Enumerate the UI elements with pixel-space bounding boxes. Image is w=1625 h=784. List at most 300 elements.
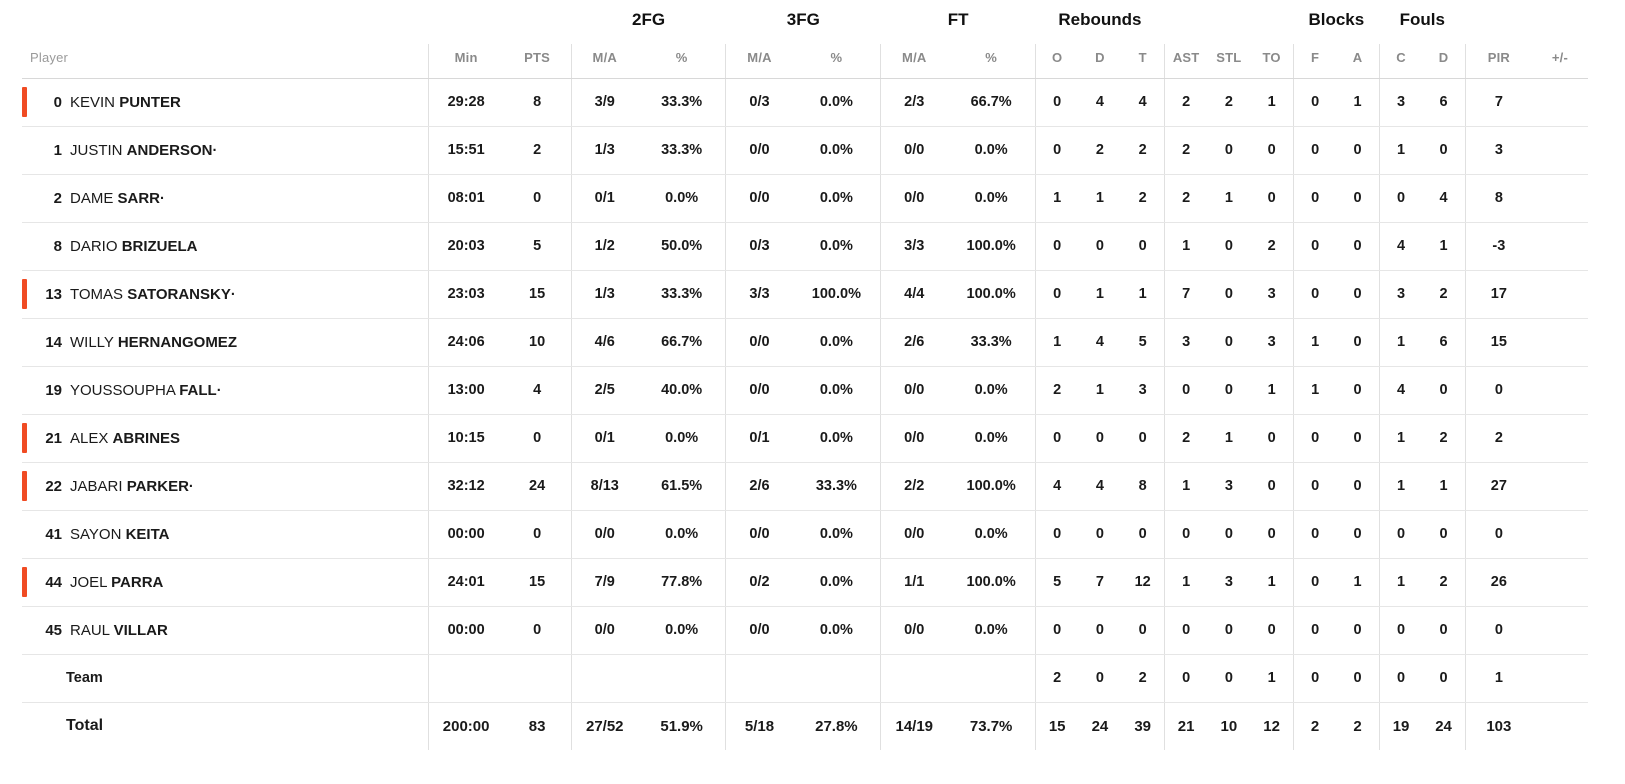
column-header-reb-d[interactable]: D [1078, 44, 1121, 78]
table-row[interactable] [22, 174, 1588, 222]
table-row[interactable] [22, 222, 1588, 270]
cell-ft-ma: 0/0 [881, 174, 948, 222]
cell-reb-t: 2 [1121, 174, 1164, 222]
cell-stl: 2 [1207, 78, 1250, 126]
cell-fg2-ma: 1/2 [571, 222, 638, 270]
column-header-ft-ma[interactable]: M/A [881, 44, 948, 78]
player-first-name: JUSTIN [70, 141, 127, 159]
group-blocks: Blocks [1308, 10, 1365, 29]
cell-stl: 0 [1207, 606, 1250, 654]
player-last-name: PUNTER [119, 93, 181, 111]
cell-reb-o: 0 [1035, 270, 1078, 318]
column-header-ast[interactable]: AST [1164, 44, 1207, 78]
player-first-name: WILLY [70, 333, 118, 351]
player-number: 1 [53, 141, 62, 159]
total-ast: 21 [1164, 702, 1207, 750]
player-number: 19 [45, 381, 62, 399]
total-pts: 83 [528, 717, 546, 735]
cell-min: 00:00 [428, 606, 503, 654]
table-row[interactable] [22, 606, 1588, 654]
cell-plus-minus [1532, 510, 1588, 558]
cell-foul-c: 1 [1379, 558, 1422, 606]
column-header-foul-d[interactable]: D [1422, 44, 1465, 78]
starter-marker-icon [22, 279, 27, 309]
cell-ft-pct: 100.0% [947, 462, 1035, 510]
cell-reb-o: 1 [1035, 318, 1078, 366]
cell-ft-ma: 2/3 [881, 78, 948, 126]
column-header-pts[interactable]: PTS [504, 44, 572, 78]
cell-fg2-ma: 8/13 [571, 462, 638, 510]
group-blank-player [22, 0, 428, 44]
cell-to: 3 [1250, 318, 1293, 366]
cell-ast: 7 [1164, 270, 1207, 318]
player-cell[interactable] [22, 174, 428, 222]
cell-plus-minus [1532, 462, 1588, 510]
starter-marker-icon [22, 87, 27, 117]
team-row [22, 654, 1588, 702]
player-last-name: BRIZUELA [121, 237, 198, 255]
cell-fg3-pct: 0.0% [793, 366, 881, 414]
cell-blk-a: 1 [1336, 78, 1379, 126]
cell-fg2-ma: 1/3 [571, 126, 638, 174]
cell-fg2-ma: 4/6 [571, 318, 638, 366]
cell-pts: 2 [504, 126, 572, 174]
cell-reb-t: 0 [1121, 510, 1164, 558]
cell-pts: 8 [504, 78, 572, 126]
cell-fg2-ma: 0/1 [571, 174, 638, 222]
player-number: 8 [53, 237, 62, 255]
player-number: 14 [45, 333, 62, 351]
cell-min: 13:00 [428, 366, 503, 414]
cell-to: 2 [1250, 222, 1293, 270]
group-blank-min [428, 0, 503, 44]
column-header-min[interactable]: Min [428, 44, 503, 78]
cell-ast: 0 [1164, 510, 1207, 558]
cell-foul-c: 1 [1379, 414, 1422, 462]
team-blk-a: 0 [1336, 654, 1379, 702]
cell-fg3-ma: 0/0 [726, 366, 793, 414]
group-blank-pir [1465, 0, 1588, 44]
player-cell[interactable] [22, 606, 428, 654]
cell-reb-d: 1 [1078, 174, 1121, 222]
cell-ft-pct: 100.0% [947, 270, 1035, 318]
cell-foul-d: 2 [1422, 270, 1465, 318]
cell-pir: 17 [1465, 270, 1532, 318]
cell-foul-d: 0 [1422, 606, 1465, 654]
cell-reb-t: 0 [1121, 414, 1164, 462]
cell-reb-o: 0 [1035, 510, 1078, 558]
team-pir: 1 [1465, 654, 1532, 702]
table-row[interactable] [22, 414, 1588, 462]
cell-foul-c: 0 [1379, 174, 1422, 222]
cell-reb-o: 0 [1035, 222, 1078, 270]
column-header-stl[interactable]: STL [1207, 44, 1250, 78]
team-reb-d: 0 [1078, 654, 1121, 702]
cell-blk-f: 0 [1293, 222, 1336, 270]
column-header-to[interactable]: TO [1250, 44, 1293, 78]
player-first-name: SAYON [70, 525, 126, 543]
cell-fg2-pct: 0.0% [638, 174, 726, 222]
cell-ast: 1 [1164, 558, 1207, 606]
cell-reb-t: 3 [1121, 366, 1164, 414]
team-foul-d: 0 [1422, 654, 1465, 702]
group-header-row [22, 0, 1588, 44]
team-fg2-ma [571, 654, 638, 702]
cell-blk-a: 0 [1336, 366, 1379, 414]
player-last-name: SARR [117, 189, 161, 207]
table-row[interactable] [22, 318, 1588, 366]
cell-plus-minus [1532, 414, 1588, 462]
cell-ast: 1 [1164, 222, 1207, 270]
cell-blk-f: 0 [1293, 78, 1336, 126]
cell-fg2-pct: 61.5% [638, 462, 726, 510]
team-to: 1 [1250, 654, 1293, 702]
cell-reb-t: 2 [1121, 126, 1164, 174]
player-first-name: JABARI [70, 477, 127, 495]
cell-blk-f: 1 [1293, 318, 1336, 366]
player-cell[interactable] [22, 462, 428, 510]
cell-min: 20:03 [428, 222, 503, 270]
player-first-name: KEVIN [70, 93, 120, 111]
cell-foul-d: 1 [1422, 222, 1465, 270]
cell-blk-a: 0 [1336, 270, 1379, 318]
cell-stl: 0 [1207, 510, 1250, 558]
column-header-3fg-pct[interactable]: % [793, 44, 881, 78]
cell-reb-o: 5 [1035, 558, 1078, 606]
cell-blk-f: 0 [1293, 606, 1336, 654]
cell-plus-minus [1532, 558, 1588, 606]
cell-blk-f: 0 [1293, 558, 1336, 606]
cell-fg3-ma: 0/2 [726, 558, 793, 606]
table-row[interactable] [22, 366, 1588, 414]
cell-blk-a: 0 [1336, 174, 1379, 222]
group-blank-ast [1164, 0, 1293, 44]
cell-foul-c: 1 [1379, 462, 1422, 510]
cell-stl: 0 [1207, 222, 1250, 270]
cell-fg2-ma: 0/0 [571, 606, 638, 654]
cell-fg3-pct: 0.0% [793, 126, 881, 174]
cell-fg2-pct: 33.3% [638, 126, 726, 174]
player-first-name: YOUSSOUPHA [70, 381, 180, 399]
table-row[interactable] [22, 126, 1588, 174]
cell-blk-f: 0 [1293, 270, 1336, 318]
team-reb-t: 2 [1121, 654, 1164, 702]
team-fg3-ma [726, 654, 793, 702]
cell-fg3-ma: 0/3 [726, 78, 793, 126]
cell-fg2-ma: 3/9 [571, 78, 638, 126]
cell-reb-d: 4 [1078, 78, 1121, 126]
cell-fg2-pct: 0.0% [638, 414, 726, 462]
table-row[interactable] [22, 558, 1588, 606]
cell-stl: 0 [1207, 366, 1250, 414]
column-header-blk-a[interactable]: A [1336, 44, 1379, 78]
cell-fg3-ma: 2/6 [726, 462, 793, 510]
total-label: Total [66, 717, 104, 735]
cell-reb-d: 0 [1078, 606, 1121, 654]
group-3fg: 3FG [786, 10, 820, 29]
cell-blk-f: 0 [1293, 174, 1336, 222]
player-last-name: HERNANGOMEZ [117, 333, 237, 351]
cell-ft-pct: 0.0% [947, 366, 1035, 414]
cell-fg3-pct: 0.0% [793, 222, 881, 270]
column-header-2fg-ma[interactable]: M/A [571, 44, 638, 78]
cell-blk-a: 0 [1336, 126, 1379, 174]
cell-foul-c: 0 [1379, 510, 1422, 558]
cell-fg3-ma: 0/0 [726, 318, 793, 366]
team-ft-pct [947, 654, 1035, 702]
column-header-ft-pct[interactable]: % [947, 44, 1035, 78]
total-reb-d: 24 [1091, 717, 1109, 735]
column-header-reb-t[interactable]: T [1121, 44, 1164, 78]
cell-pts: 15 [504, 558, 572, 606]
cell-to: 3 [1250, 270, 1293, 318]
cell-ft-ma: 1/1 [881, 558, 948, 606]
team-blk-f: 0 [1293, 654, 1336, 702]
cell-ft-pct: 0.0% [947, 606, 1035, 654]
cell-fg3-ma: 0/0 [726, 510, 793, 558]
cell-pts: 0 [504, 414, 572, 462]
cell-ast: 0 [1164, 366, 1207, 414]
cell-min: 08:01 [428, 174, 503, 222]
cell-pts: 24 [504, 462, 572, 510]
cell-fg3-pct: 0.0% [793, 318, 881, 366]
cell-reb-o: 4 [1035, 462, 1078, 510]
cell-ast: 3 [1164, 318, 1207, 366]
cell-ft-pct: 66.7% [947, 78, 1035, 126]
cell-to: 0 [1250, 510, 1293, 558]
cell-ft-pct: 33.3% [947, 318, 1035, 366]
cell-reb-o: 0 [1035, 78, 1078, 126]
column-header-pir[interactable]: PIR [1465, 44, 1532, 78]
cell-fg2-pct: 40.0% [638, 366, 726, 414]
cell-ft-pct: 100.0% [947, 222, 1035, 270]
cell-fg2-pct: 33.3% [638, 78, 726, 126]
cell-fg3-pct: 0.0% [793, 78, 881, 126]
player-number: 21 [45, 429, 62, 447]
cell-reb-o: 2 [1035, 366, 1078, 414]
cell-blk-f: 0 [1293, 510, 1336, 558]
cell-fg3-ma: 0/3 [726, 222, 793, 270]
cell-blk-a: 0 [1336, 462, 1379, 510]
cell-pir: 0 [1465, 510, 1532, 558]
column-header-reb-o[interactable]: O [1035, 44, 1078, 78]
cell-plus-minus [1532, 606, 1588, 654]
cell-fg3-pct: 0.0% [793, 414, 881, 462]
cell-min: 24:06 [428, 318, 503, 366]
player-number: 2 [53, 189, 62, 207]
player-cell[interactable] [22, 510, 428, 558]
column-header-foul-c[interactable]: C [1379, 44, 1422, 78]
player-cell[interactable] [22, 414, 428, 462]
column-header-2fg-pct[interactable]: % [638, 44, 726, 78]
cell-fg2-ma: 0/0 [571, 510, 638, 558]
cell-ft-ma: 2/2 [881, 462, 948, 510]
cell-reb-t: 8 [1121, 462, 1164, 510]
player-last-name: KEITA [125, 525, 170, 543]
cell-fg3-ma: 0/1 [726, 414, 793, 462]
column-header-3fg-ma[interactable]: M/A [726, 44, 793, 78]
cell-min: 00:00 [428, 510, 503, 558]
player-cell[interactable] [22, 270, 428, 318]
cell-ft-ma: 0/0 [881, 414, 948, 462]
player-first-name: DARIO [70, 237, 122, 255]
starter-marker-icon [22, 423, 27, 453]
cell-ft-ma: 0/0 [881, 510, 948, 558]
cell-ast: 2 [1164, 414, 1207, 462]
cell-to: 1 [1250, 78, 1293, 126]
player-last-name: PARKER [126, 477, 189, 495]
player-number: 13 [45, 285, 62, 303]
cell-pir: 0 [1465, 366, 1532, 414]
cell-ft-ma: 0/0 [881, 366, 948, 414]
table-row[interactable] [22, 510, 1588, 558]
player-cell[interactable] [22, 222, 428, 270]
cell-reb-t: 0 [1121, 606, 1164, 654]
cell-blk-f: 0 [1293, 414, 1336, 462]
cell-fg2-pct: 77.8% [638, 558, 726, 606]
cell-pir: 7 [1465, 78, 1532, 126]
group-2fg: 2FG [632, 10, 666, 29]
table-body [22, 78, 1588, 750]
cell-plus-minus [1532, 318, 1588, 366]
team-foul-c: 0 [1379, 654, 1422, 702]
cell-ft-pct: 0.0% [947, 414, 1035, 462]
cell-to: 0 [1250, 174, 1293, 222]
cell-reb-d: 2 [1078, 126, 1121, 174]
player-cell[interactable] [22, 126, 428, 174]
cell-min: 24:01 [428, 558, 503, 606]
table-row[interactable] [22, 270, 1588, 318]
total-fg3-pct: 27.8% [815, 717, 858, 735]
team-min [428, 654, 503, 702]
player-number: 44 [45, 573, 62, 591]
cell-min: 15:51 [428, 126, 503, 174]
cell-reb-o: 0 [1035, 126, 1078, 174]
cell-ast: 1 [1164, 462, 1207, 510]
total-fg3-ma: 5/18 [726, 702, 793, 750]
cell-foul-c: 4 [1379, 222, 1422, 270]
cell-reb-d: 4 [1078, 462, 1121, 510]
cell-fg3-ma: 0/0 [726, 126, 793, 174]
total-to: 12 [1263, 717, 1280, 735]
cell-pts: 15 [504, 270, 572, 318]
cell-foul-c: 1 [1379, 126, 1422, 174]
cell-reb-t: 0 [1121, 222, 1164, 270]
total-foul-c: 19 [1379, 702, 1422, 750]
group-fouls: Fouls [1399, 10, 1445, 29]
cell-reb-t: 1 [1121, 270, 1164, 318]
cell-pir: 27 [1465, 462, 1532, 510]
cell-ft-ma: 3/3 [881, 222, 948, 270]
cell-foul-c: 0 [1379, 606, 1422, 654]
cell-foul-c: 3 [1379, 270, 1422, 318]
cell-blk-f: 1 [1293, 366, 1336, 414]
cell-fg3-pct: 33.3% [793, 462, 881, 510]
cell-ft-pct: 100.0% [947, 558, 1035, 606]
player-cell[interactable] [22, 318, 428, 366]
captain-dot-icon: · [212, 142, 218, 159]
cell-plus-minus [1532, 78, 1588, 126]
cell-pir: 0 [1465, 606, 1532, 654]
cell-fg2-pct: 0.0% [638, 510, 726, 558]
cell-ast: 2 [1164, 126, 1207, 174]
column-header-player: Player [22, 44, 428, 78]
cell-ft-ma: 2/6 [881, 318, 948, 366]
cell-stl: 3 [1207, 462, 1250, 510]
cell-ft-ma: 0/0 [881, 126, 948, 174]
column-header-row [22, 44, 1588, 78]
cell-pir: 26 [1465, 558, 1532, 606]
captain-dot-icon: · [216, 382, 222, 399]
cell-ast: 0 [1164, 606, 1207, 654]
cell-reb-o: 0 [1035, 606, 1078, 654]
table-head [22, 0, 1588, 78]
cell-fg2-pct: 66.7% [638, 318, 726, 366]
column-header-blk-f[interactable]: F [1293, 44, 1336, 78]
player-number: 45 [45, 621, 62, 639]
cell-reb-t: 5 [1121, 318, 1164, 366]
cell-fg3-pct: 0.0% [793, 174, 881, 222]
group-blank-pts [504, 0, 572, 44]
cell-reb-d: 4 [1078, 318, 1121, 366]
table-row[interactable] [22, 462, 1588, 510]
cell-fg3-pct: 0.0% [793, 510, 881, 558]
cell-min: 29:28 [428, 78, 503, 126]
column-header-plus-minus[interactable]: +/- [1532, 44, 1588, 78]
cell-reb-d: 1 [1078, 366, 1121, 414]
player-first-name: DAME [70, 189, 118, 207]
cell-stl: 1 [1207, 414, 1250, 462]
cell-to: 1 [1250, 558, 1293, 606]
starter-marker-icon [22, 567, 27, 597]
cell-blk-a: 1 [1336, 558, 1379, 606]
total-ft-ma: 14/19 [881, 702, 948, 750]
cell-min: 23:03 [428, 270, 503, 318]
captain-dot-icon: · [230, 286, 236, 303]
cell-fg2-pct: 0.0% [638, 606, 726, 654]
cell-reb-t: 12 [1121, 558, 1164, 606]
cell-foul-d: 6 [1422, 78, 1465, 126]
cell-ft-ma: 0/0 [881, 606, 948, 654]
cell-ft-pct: 0.0% [947, 126, 1035, 174]
cell-fg2-ma: 7/9 [571, 558, 638, 606]
player-last-name: SATORANSKY [127, 285, 231, 303]
player-cell[interactable] [22, 366, 428, 414]
cell-pts: 0 [504, 174, 572, 222]
team-stl: 0 [1207, 654, 1250, 702]
cell-blk-a: 0 [1336, 606, 1379, 654]
captain-dot-icon: · [160, 190, 165, 207]
cell-to: 1 [1250, 366, 1293, 414]
team-fg2-pct [638, 654, 726, 702]
cell-reb-d: 0 [1078, 510, 1121, 558]
table-row[interactable] [22, 78, 1588, 126]
cell-pts: 10 [504, 318, 572, 366]
cell-ft-ma: 4/4 [881, 270, 948, 318]
cell-plus-minus [1532, 366, 1588, 414]
player-number: 22 [45, 477, 62, 495]
team-plus-minus [1532, 654, 1588, 702]
player-cell[interactable] [22, 558, 428, 606]
cell-blk-a: 0 [1336, 318, 1379, 366]
cell-fg2-pct: 33.3% [638, 270, 726, 318]
cell-fg2-ma: 2/5 [571, 366, 638, 414]
cell-min: 32:12 [428, 462, 503, 510]
total-blk-a: 2 [1353, 717, 1362, 735]
player-last-name: VILLAR [113, 621, 168, 639]
player-cell[interactable] [22, 78, 428, 126]
cell-foul-c: 1 [1379, 318, 1422, 366]
